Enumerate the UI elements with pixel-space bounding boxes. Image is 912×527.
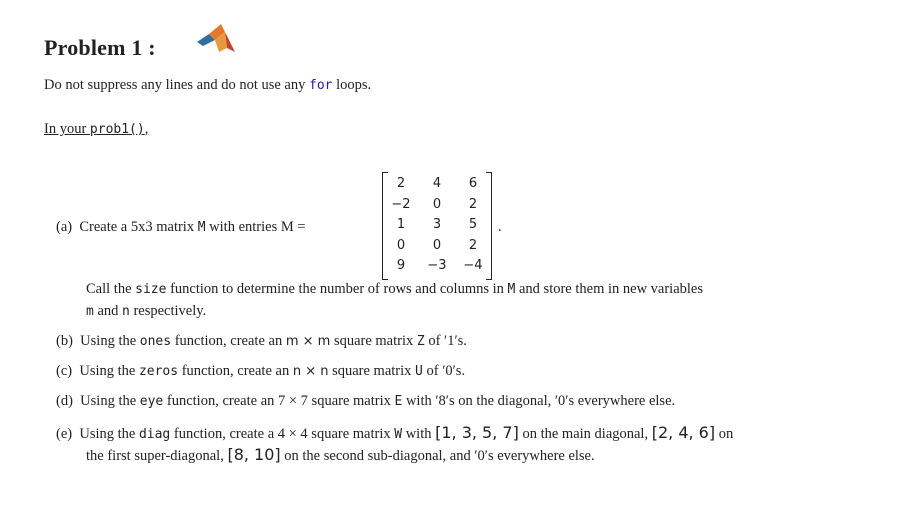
matrix-cell: 4 [432,176,442,191]
matrix-cell: 0 [432,196,442,212]
matrix-cell: 0 [432,237,442,253]
part-c: (c) Using the zeros function, create an n × n square matrix U of ′0′s. [56,363,466,379]
part-d: (d) Using the eye function, create an 7 × 7 square matrix E with ′8′s on the diagonal, ′0′s everywhere else. [56,393,676,409]
matrix-cell: 5 [468,217,478,232]
matrix-cell: −2 [391,196,411,212]
matrix-M [382,172,492,280]
part-a-line2: Call the size function to determine the number of rows and columns in M and store them in new variables [86,281,703,297]
matrix-cell: 1 [396,217,406,232]
intro-line: Do not suppress any lines and do not use any for loops. [44,77,372,93]
part-a-line1: (a) Create a 5x3 matrix M with entries M = [56,219,306,235]
matrix-cell: −3 [427,258,447,273]
matrix-cell: −4 [463,258,483,273]
part-e-line1: (e) Using the diag function, create a 4 × 4 square matrix W with [1, 3, 5, 7] on the main diagonal, [2, 4, 6] on [56,423,734,442]
matrix-cell: 2 [468,196,478,212]
matrix-cell: 3 [432,217,442,232]
matrix-cell: 2 [396,176,406,191]
matrix-cell: 2 [468,237,478,253]
part-b: (b) Using the ones function, create an m × m square matrix Z of ′1′s. [56,333,467,349]
prob1-function: prob1() [89,122,145,137]
part-e-line2: the first super-diagonal, [8, 10] on the second sub-diagonal, and ′0′s everywhere else. [86,445,595,464]
for-keyword: for [309,78,333,93]
section-heading: In your prob1(), [44,121,149,137]
matrix-cell: 0 [396,237,406,253]
part-a-line3: m and n respectively. [86,303,207,319]
matrix-cell: 6 [468,176,478,191]
part-a-label: (a) [56,219,73,235]
matlab-logo-icon [195,22,237,56]
matrix-cell: 9 [396,258,406,273]
matrix-period: . [498,219,502,235]
problem-title: Problem 1 : [44,35,156,60]
